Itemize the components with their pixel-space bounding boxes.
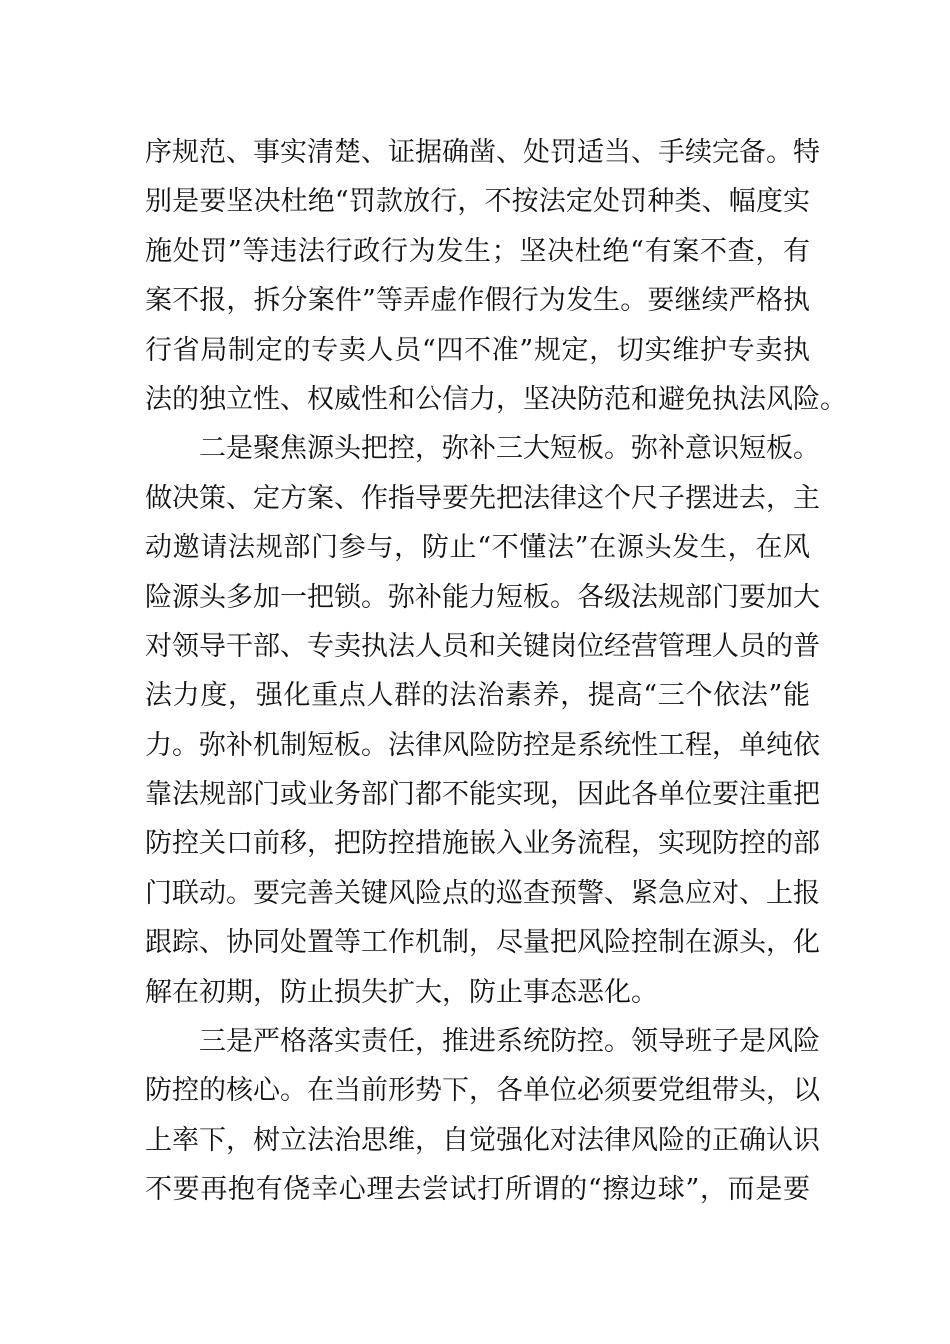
text-line: 力。弥补机制短板。法律风险防控是系统性工程，单纯依 [145, 729, 820, 761]
text-line: 防控关口前移，把防控措施嵌入业务流程，实现防控的部 [145, 828, 820, 860]
text-line: 动邀请法规部门参与，防止“不懂法”在源头发生，在风 [145, 532, 810, 564]
text-line: 不要再抱有侥幸心理去尝试打所谓的“擦边球”，而是要 [145, 1174, 810, 1206]
text-line: 门联动。要完善关键风险点的巡查预警、紧急应对、上报 [145, 877, 820, 909]
text-line: 施处罚”等违法行政行为发生；坚决杜绝“有案不查，有 [145, 235, 810, 267]
text-line: 别是要坚决杜绝“罚款放行，不按法定处罚种类、幅度实 [145, 186, 810, 218]
text-line: 解在初期，防止损失扩大，防止事态恶化。 [145, 976, 658, 1008]
text-line: 防控的核心。在当前形势下，各单位必须要党组带头，以 [145, 1075, 820, 1107]
text-line: 做决策、定方案、作指导要先把法律这个尺子摆进去，主 [145, 482, 820, 514]
paragraph-start-line: 三是严格落实责任，推进系统防控。领导班子是风险 [199, 1026, 820, 1058]
text-line: 跟踪、协同处置等工作机制，尽量把风险控制在源头，化 [145, 927, 820, 959]
document-body [145, 128, 847, 1215]
text-line: 法力度，强化重点人群的法治素养，提高“三个依法”能 [145, 680, 810, 712]
text-line: 法的独立性、权威性和公信力，坚决防范和避免执法风险。 [145, 383, 847, 415]
text-line: 行省局制定的专卖人员“四不准”规定，切实维护专卖执 [145, 334, 810, 366]
paragraph-start-line: 二是聚焦源头把控，弥补三大短板。弥补意识短板。 [199, 433, 820, 465]
text-line: 对领导干部、专卖执法人员和关键岗位经营管理人员的普 [145, 630, 820, 662]
text-line: 上率下，树立法治思维，自觉强化对法律风险的正确认识 [145, 1124, 820, 1156]
text-line: 险源头多加一把锁。弥补能力短板。各级法规部门要加大 [145, 581, 820, 613]
text-line: 靠法规部门或业务部门都不能实现，因此各单位要注重把 [145, 779, 820, 811]
text-line: 序规范、事实清楚、证据确凿、处罚适当、手续完备。特 [145, 137, 820, 168]
text-line: 案不报，拆分案件”等弄虚作假行为发生。要继续严格执 [145, 285, 810, 317]
